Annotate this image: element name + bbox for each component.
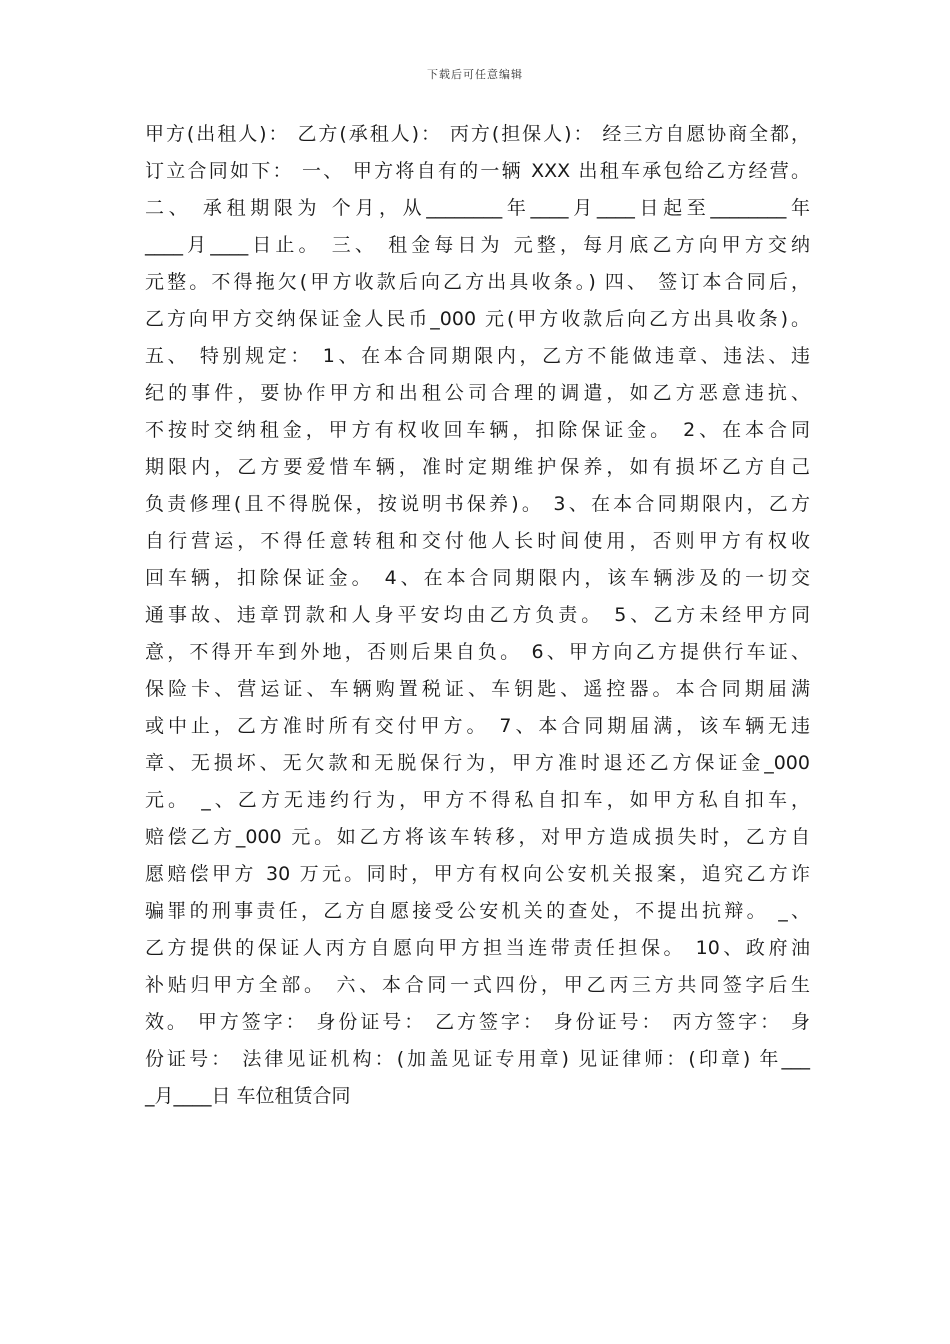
text-line: 效。 甲方签字： 身份证号： 乙方签字： 身份证号： 丙方签字： 身 bbox=[145, 1011, 810, 1033]
text-line-last: _月____日 车位租赁合同 bbox=[145, 1085, 351, 1107]
text-line: 二、 承租期限为 个月，从________年____月____日起至________年 bbox=[145, 197, 810, 219]
text-line: 赔偿乙方_000 元。如乙方将该车转移，对甲方造成损失时，乙方自 bbox=[145, 826, 810, 848]
text-line: 愿赔偿甲方 30 万元。同时，甲方有权向公安机关报案，追究乙方诈 bbox=[145, 863, 810, 885]
text-line: 负责修理(且不得脱保，按说明书保养)。 3、在本合同期限内，乙方 bbox=[145, 493, 810, 515]
text-line: 纪的事件，要协作甲方和出租公司合理的调遣，如乙方恶意违抗、 bbox=[145, 382, 810, 404]
text-line: 乙方向甲方交纳保证金人民币_000 元(甲方收款后向乙方出具收条)。 bbox=[145, 308, 810, 330]
text-line: 回车辆，扣除保证金。 4、在本合同期限内，该车辆涉及的一切交 bbox=[145, 567, 810, 589]
text-line: 甲方(出租人)： 乙方(承租人)： 丙方(担保人)： 经三方自愿协商全都， bbox=[145, 123, 810, 145]
text-line: 五、 特别规定： 1、在本合同期限内，乙方不能做违章、违法、违 bbox=[145, 345, 810, 367]
text-line: ____月____日止。 三、 租金每日为 元整，每月底乙方向甲方交纳 bbox=[145, 234, 810, 256]
document-body bbox=[145, 116, 810, 1115]
page-header: 下载后可任意编辑 bbox=[427, 68, 523, 81]
text-line: 元。 _、乙方无违约行为，甲方不得私自扣车，如甲方私自扣车， bbox=[145, 789, 810, 811]
text-line: 骗罪的刑事责任，乙方自愿接受公安机关的查处，不提出抗辩。 _、 bbox=[145, 900, 810, 922]
text-line: 自行营运，不得任意转租和交付他人长时间使用，否则甲方有权收 bbox=[145, 530, 810, 552]
text-line: 订立合同如下： 一、 甲方将自有的一辆 XXX 出租车承包给乙方经营。 bbox=[145, 160, 810, 182]
text-line: 份证号： 法律见证机构：(加盖见证专用章) 见证律师：(印章) 年___ bbox=[145, 1048, 810, 1070]
text-line: 章、无损坏、无欠款和无脱保行为，甲方准时退还乙方保证金_000 bbox=[145, 752, 810, 774]
text-line: 不按时交纳租金，甲方有权收回车辆，扣除保证金。 2、在本合同 bbox=[145, 419, 810, 441]
text-line: 乙方提供的保证人丙方自愿向甲方担当连带责任担保。 10、政府油 bbox=[145, 937, 810, 959]
text-line: 期限内，乙方要爱惜车辆，准时定期维护保养，如有损坏乙方自己 bbox=[145, 456, 810, 478]
text-line: 或中止，乙方准时所有交付甲方。 7、本合同期届满，该车辆无违 bbox=[145, 715, 810, 737]
text-line: 通事故、违章罚款和人身平安均由乙方负责。 5、乙方未经甲方同 bbox=[145, 604, 810, 626]
text-line: 元整。不得拖欠(甲方收款后向乙方出具收条。) 四、 签订本合同后， bbox=[145, 271, 810, 293]
text-line: 保险卡、营运证、车辆购置税证、车钥匙、遥控器。本合同期届满 bbox=[145, 678, 810, 700]
text-line: 补贴归甲方全部。 六、本合同一式四份，甲乙丙三方共同签字后生 bbox=[145, 974, 810, 996]
text-line: 意，不得开车到外地，否则后果自负。 6、甲方向乙方提供行车证、 bbox=[145, 641, 810, 663]
